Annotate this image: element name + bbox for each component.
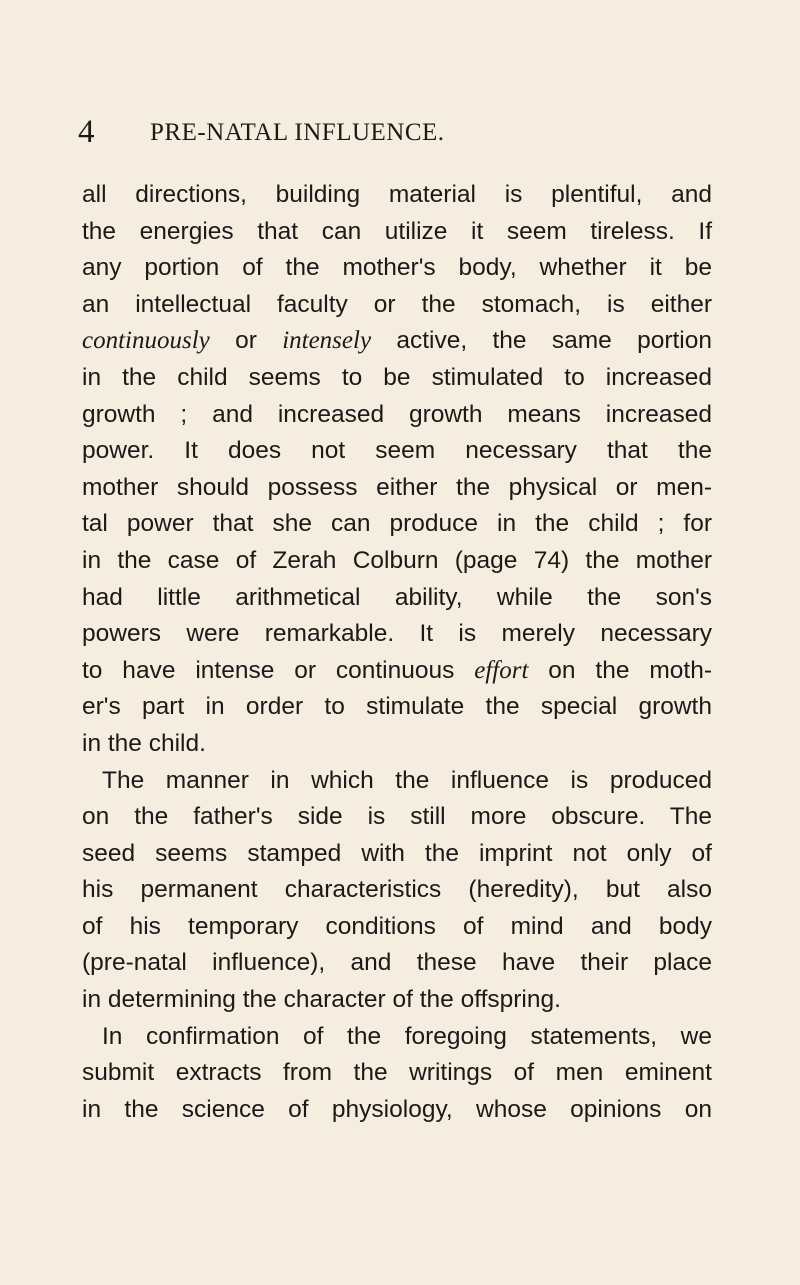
body-text [82, 177, 712, 1128]
text-line: of his temporary conditions of mind and body [82, 912, 712, 940]
text-line: In confirmation of the foregoing statements, we [102, 1022, 712, 1050]
text-line: all directions, building material is plentiful, and [82, 181, 712, 208]
text-line: in the child seems to be stimulated to increased [82, 363, 712, 391]
text-line: in the child. [82, 729, 206, 757]
text-line: had little arithmetical ability, while the son's [82, 583, 712, 611]
text-line: tal power that she can produce in the child ; for [82, 510, 712, 538]
text-line: his permanent characteristics (heredity), but also [82, 876, 712, 904]
text-line [82, 323, 712, 360]
page-number: 4 [78, 114, 95, 150]
text-line: seed seems stamped with the imprint not only of [82, 839, 712, 867]
text-line: power. It does not seem necessary that the [82, 437, 712, 465]
text-line: The manner in which the influence is produced [102, 766, 712, 794]
text-line: growth ; and increased growth means increased [82, 400, 712, 428]
emphasis-text: effort [474, 656, 529, 684]
text-line: in the science of physiology, whose opinions on [82, 1095, 712, 1123]
text-line [82, 653, 712, 690]
text-line: mother should possess either the physical or men- [82, 473, 712, 501]
page-header [0, 112, 800, 152]
text-line: powers were remarkable. It is merely necessary [82, 620, 712, 648]
text-line: the energies that can utilize it seem tireless. If [82, 217, 712, 245]
text-line: on the father's side is still more obscure. The [82, 803, 712, 831]
text-line: in determining the character of the offspring. [82, 986, 561, 1014]
text-line: er's part in order to stimulate the special growth [82, 693, 712, 721]
text-fragment: on the moth- [528, 656, 712, 684]
emphasis-text: continuously [82, 327, 210, 355]
text-fragment: active, the same portion [371, 327, 712, 355]
text-fragment: to have intense or continuous [82, 656, 475, 684]
text-line: an intellectual faculty or the stomach, is either [82, 290, 712, 318]
text-line: any portion of the mother's body, whether it be [82, 254, 712, 282]
text-line: (pre-natal influence), and these have their place [82, 949, 712, 977]
text-line: in the case of Zerah Colburn (page 74) the mother [82, 546, 712, 574]
text-fragment: or [209, 327, 283, 355]
text-line: submit extracts from the writings of men eminent [82, 1059, 712, 1087]
running-title: PRE-NATAL INFLUENCE. [150, 119, 445, 146]
emphasis-text: intensely [282, 327, 372, 355]
